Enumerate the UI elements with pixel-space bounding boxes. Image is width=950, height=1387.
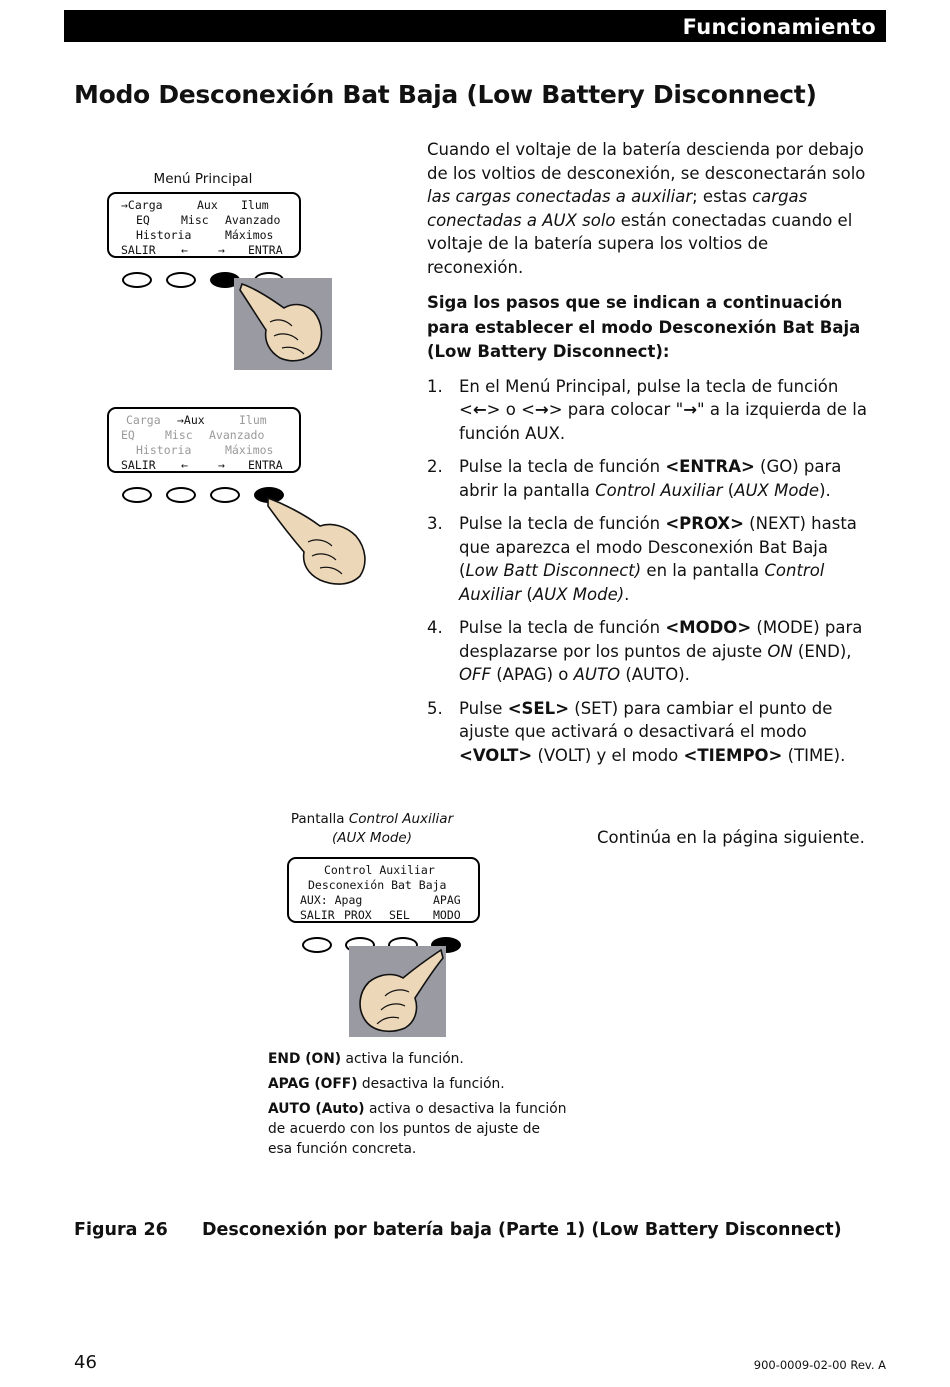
page-title: Modo Desconexión Bat Baja (Low Battery Disconnect) (74, 80, 817, 109)
page-number: 46 (74, 1352, 97, 1373)
figure2-lcd-screen (107, 407, 301, 473)
lcd-text: SALIR (300, 908, 335, 922)
lcd-text: Historia (136, 228, 192, 242)
definition-item: END (ON) activa la función. (268, 1051, 464, 1067)
lcd-text: ← (181, 458, 188, 472)
lcd-text: Ilum (241, 198, 269, 212)
figure3-lcd-screen (287, 857, 480, 923)
pressing-hand-icon (264, 494, 370, 586)
lcd-text: →Aux (177, 413, 205, 427)
lcd-text: Máximos (225, 443, 274, 457)
lcd-text: → (218, 243, 225, 257)
lcd-text: SALIR (121, 243, 156, 257)
step-item: 2. Pulse la tecla de función <ENTRA> (GO) para abrir la pantalla Control Auxiliar (AUX Mode). (427, 457, 842, 500)
soft-key-1[interactable] (122, 487, 152, 503)
figure1-lcd-screen (107, 192, 301, 258)
lcd-text: ← (181, 243, 188, 257)
lcd-text: Control Auxiliar (324, 863, 435, 877)
lcd-text: Avanzado (225, 213, 281, 227)
soft-key-3[interactable] (210, 487, 240, 503)
lcd-text: SALIR (121, 458, 156, 472)
lcd-text: Máximos (225, 228, 274, 242)
lcd-text: Historia (136, 443, 192, 457)
lcd-text: PROX (344, 908, 372, 922)
lcd-text: MODO (433, 908, 461, 922)
definition-item: APAG (OFF) desactiva la función. (268, 1076, 505, 1092)
definition-item: AUTO (Auto) activa o desactiva la función de acuerdo con los puntos de ajuste de esa función concreta. (268, 1101, 567, 1157)
steps-list (427, 375, 867, 768)
lcd-text: → (218, 458, 225, 472)
step-item: 3. Pulse la tecla de función <PROX> (NEXT) hasta que aparezca el modo Desconexión Bat Baja (Low Batt Disconnect) en la pantalla Control Auxiliar (AUX Mode). (427, 514, 857, 604)
lcd-text: SEL (389, 908, 410, 922)
lcd-text: ENTRA (248, 243, 283, 257)
soft-key-1[interactable] (302, 937, 332, 953)
lcd-text: APAG (433, 893, 461, 907)
body-column (427, 138, 867, 777)
lcd-text: Carga (126, 413, 161, 427)
figure-caption-text: Desconexión por batería baja (Parte 1) (Low Battery Disconnect) (202, 1220, 842, 1240)
figure-caption (74, 1220, 842, 1240)
lcd-text: Misc (165, 428, 193, 442)
lcd-text: EQ (136, 213, 150, 227)
step-item: 4. Pulse la tecla de función <MODO> (MODE) para desplazarse por los puntos de ajuste ON (END), OFF (APAG) o AUTO (AUTO). (427, 618, 863, 684)
pressing-hand-icon (234, 278, 332, 370)
document-id: 900-0009-02-00 Rev. A (753, 1358, 886, 1372)
lcd-text: Avanzado (209, 428, 265, 442)
lcd-text: ENTRA (248, 458, 283, 472)
lcd-text: Aux (197, 198, 218, 212)
soft-key-1[interactable] (122, 272, 152, 288)
figure1-caption: Menú Principal (153, 171, 253, 187)
step-item: 5. Pulse <SEL> (SET) para cambiar el punto de ajuste que activará o desactivará el modo <VOLT> (VOLT) y el modo <TIEMPO> (TIME). (427, 698, 846, 765)
lcd-text: AUX: Apag (300, 893, 363, 907)
soft-key-2[interactable] (166, 487, 196, 503)
intro-paragraph: Cuando el voltaje de la batería descienda por debajo de los voltios de desconexión, se desconectarán solo las cargas conectadas a auxiliar; estas cargas conectadas a AUX solo están conectadas cuando el voltaje de la batería supera los voltios de reconexión. (427, 140, 866, 277)
lcd-text: →Carga (121, 198, 163, 212)
section-header: Funcionamiento (64, 10, 886, 42)
step-item: 1. En el Menú Principal, pulse la tecla de función <←> o <→> para colocar "→" a la izquierda de la función AUX. (427, 376, 867, 443)
figure-number: Figura 26 (74, 1220, 168, 1240)
lcd-text: Desconexión Bat Baja (308, 878, 447, 892)
continues-note: Continúa en la página siguiente. (597, 828, 865, 847)
figure3-caption: Pantalla Control Auxiliar (AUX Mode) (290, 811, 454, 846)
lcd-text: EQ (121, 428, 135, 442)
steps-heading: Siga los pasos que se indican a continuación para establecer el modo Desconexión Bat Baja (Low Battery Disconnect): (427, 293, 861, 361)
lcd-text: Misc (181, 213, 209, 227)
mode-definitions (268, 1049, 568, 1164)
lcd-text: Ilum (239, 413, 267, 427)
pressing-hand-icon (349, 946, 446, 1037)
soft-key-2[interactable] (166, 272, 196, 288)
